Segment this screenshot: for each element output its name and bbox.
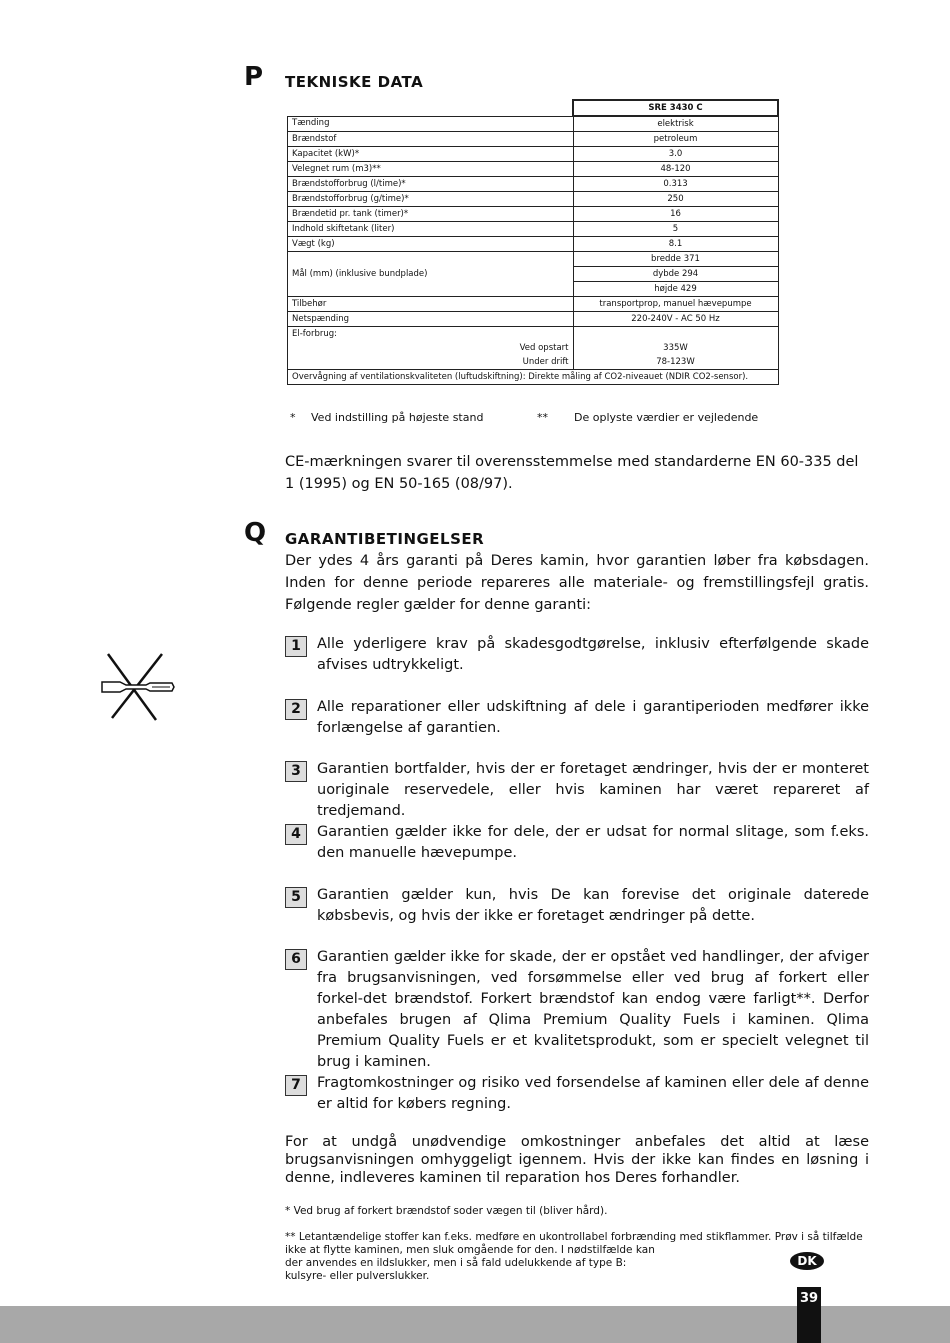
dimension-depth: dybde 294 <box>573 267 778 282</box>
table-row <box>288 132 779 147</box>
table-row <box>288 192 779 207</box>
row-label: Tilbehør <box>288 297 574 312</box>
row-value: 0.313 <box>573 177 778 192</box>
item-text: Fragtomkostninger og risiko ved forsendelse af kaminen eller dele af denne er altid for købers regning. <box>317 1075 869 1112</box>
row-value: petroleum <box>573 132 778 147</box>
table-row <box>288 177 779 192</box>
table-row <box>288 237 779 252</box>
table-row <box>288 370 779 385</box>
row-value: transportprop, manuel hævepumpe <box>573 297 778 312</box>
item-number: 2 <box>285 699 307 720</box>
table-row <box>288 341 779 355</box>
ce-text: CE-mærkningen svarer til overensstemmelse med standarderne EN 60-335 del 1 (1995) og EN 50-165 (08/97). <box>285 454 859 492</box>
item-text: Garantien gælder ikke for dele, der er udsat for normal slitage, som f.eks. den manuelle hævepumpe. <box>317 824 869 861</box>
dimension-width: bredde 371 <box>573 252 778 267</box>
item-number: 1 <box>285 636 307 657</box>
item-number: 3 <box>285 761 307 782</box>
row-label: Kapacitet (kW)* <box>288 147 574 162</box>
row-label: Brændstofforbrug (l/time)* <box>288 177 574 192</box>
row-label: Brændstofforbrug (g/time)* <box>288 192 574 207</box>
item-number: 6 <box>285 949 307 970</box>
dimensions-label: Mål (mm) (inklusive bundplade) <box>288 252 574 297</box>
running-label: Under drift <box>288 355 574 370</box>
row-label: Tænding <box>288 116 574 132</box>
footnote2-mark: ** <box>537 411 548 424</box>
startup-label: Ved opstart <box>288 341 574 355</box>
row-value: 3.0 <box>573 147 778 162</box>
footnote1-text: Ved indstilling på højeste stand <box>311 411 484 424</box>
footnote-flammable-3: der anvendes en ildslukker, men i så fald udelukkende af type B: <box>285 1257 627 1269</box>
item-text: Alle reparationer eller udskiftning af dele i garantiperioden medfører ikke forlængelse af garantien. <box>317 699 869 736</box>
language-badge: DK <box>790 1252 824 1270</box>
row-value: 5 <box>573 222 778 237</box>
row-label: Netspænding <box>288 312 574 327</box>
model-header: SRE 3430 C <box>573 100 778 116</box>
warranty-intro: Der ydes 4 års garanti på Deres kamin, hvor garantien løber fra købsdagen. Inden for denne periode repareres alle materiale- og fremstillingsfejl gratis. Følgende regler gælder for denne garanti: <box>285 553 869 613</box>
dimension-height: højde 429 <box>573 282 778 297</box>
row-value: 250 <box>573 192 778 207</box>
table-row <box>288 207 779 222</box>
startup-value: 335W <box>573 341 778 355</box>
power-label: El-forbrug: <box>288 327 574 342</box>
row-label: Indhold skiftetank (liter) <box>288 222 574 237</box>
table-row <box>288 327 779 342</box>
section-q-title: GARANTIBETINGELSER <box>285 530 485 548</box>
row-label: Brændstof <box>288 132 574 147</box>
row-value: 48-120 <box>573 162 778 177</box>
table-row <box>288 222 779 237</box>
item-text: Garantien gælder ikke for skade, der er opstået ved handlinger, der afviger fra brugsanvisningen, ved forsømmelse eller ved brug af forkert eller forkel-det brændstof. Forkert brændstof kan endog være farligt**. Derfor anbefales brugen af Qlima Premium Quality Fuels i kaminen. Qlima Premium Quality Fuels er et kvalitetsprodukt, som er specielt velegnet til brug i kaminen. <box>317 949 869 1070</box>
row-value: 8.1 <box>573 237 778 252</box>
power-empty <box>573 327 778 342</box>
footnote-flammable-2: ikke at flytte kaminen, men sluk omgående for den. I nødstilfælde kan <box>285 1244 655 1256</box>
ventilation-note: Overvågning af ventilationskvaliteten (luftudskiftning): Direkte måling af CO2-niveauet (NDIR CO2-sensor). <box>288 370 779 385</box>
row-value: 220-240V - AC 50 Hz <box>573 312 778 327</box>
table-row <box>288 252 779 267</box>
row-value: elektrisk <box>573 116 778 132</box>
table-row <box>288 297 779 312</box>
table-row <box>288 312 779 327</box>
row-label: Vægt (kg) <box>288 237 574 252</box>
row-value: 16 <box>573 207 778 222</box>
closing-text: For at undgå unødvendige omkostninger anbefales det altid at læse brugsanvisningen omhyggeligt igennem. Hvis der ikke kan findes en løsning i denne, indleveres kaminen til reparation hos Deres forhandler. <box>285 1134 869 1186</box>
item-text: Garantien gælder kun, hvis De kan forevise det originale daterede købsbevis, og hvis der ikke er foretaget ændringer på dette. <box>317 887 869 924</box>
section-p-title: TEKNISKE DATA <box>285 73 424 91</box>
running-value: 78-123W <box>573 355 778 370</box>
footnote-soot: * Ved brug af forkert brændstof soder vægen til (bliver hård). <box>285 1205 608 1217</box>
crossed-screwdriver-icon <box>100 652 176 728</box>
item-number: 4 <box>285 824 307 845</box>
table-row <box>288 355 779 370</box>
row-label: Velegnet rum (m3)** <box>288 162 574 177</box>
item-number: 7 <box>285 1075 307 1096</box>
table-row <box>288 116 779 132</box>
footnote1-mark: * <box>290 411 296 424</box>
technical-data-table <box>287 99 779 385</box>
section-p-letter: P <box>244 62 264 92</box>
table-corner <box>288 100 574 116</box>
row-label: Brændetid pr. tank (timer)* <box>288 207 574 222</box>
footnote-flammable-4: kulsyre- eller pulverslukker. <box>285 1270 430 1282</box>
footnote-flammable-1: ** Letantændelige stoffer kan f.eks. medføre en ukontrollabel forbrænding med stikflammer. Prøv i så tilfælde <box>285 1231 863 1243</box>
item-text: Garantien bortfalder, hvis der er foretaget ændringer, hvis der er monteret uoriginale reservedele, eller hvis kaminen har været repareret af tredjemand. <box>317 761 869 819</box>
table-row <box>288 162 779 177</box>
item-number: 5 <box>285 887 307 908</box>
item-text: Alle yderligere krav på skadesgodtgørelse, inklusiv efterfølgende skade afvises udtrykkeligt. <box>317 636 869 673</box>
page-number: 39 <box>797 1287 821 1343</box>
table-row <box>288 147 779 162</box>
footnote2-text: De oplyste værdier er vejledende <box>574 411 759 424</box>
section-q-letter: Q <box>244 518 267 548</box>
